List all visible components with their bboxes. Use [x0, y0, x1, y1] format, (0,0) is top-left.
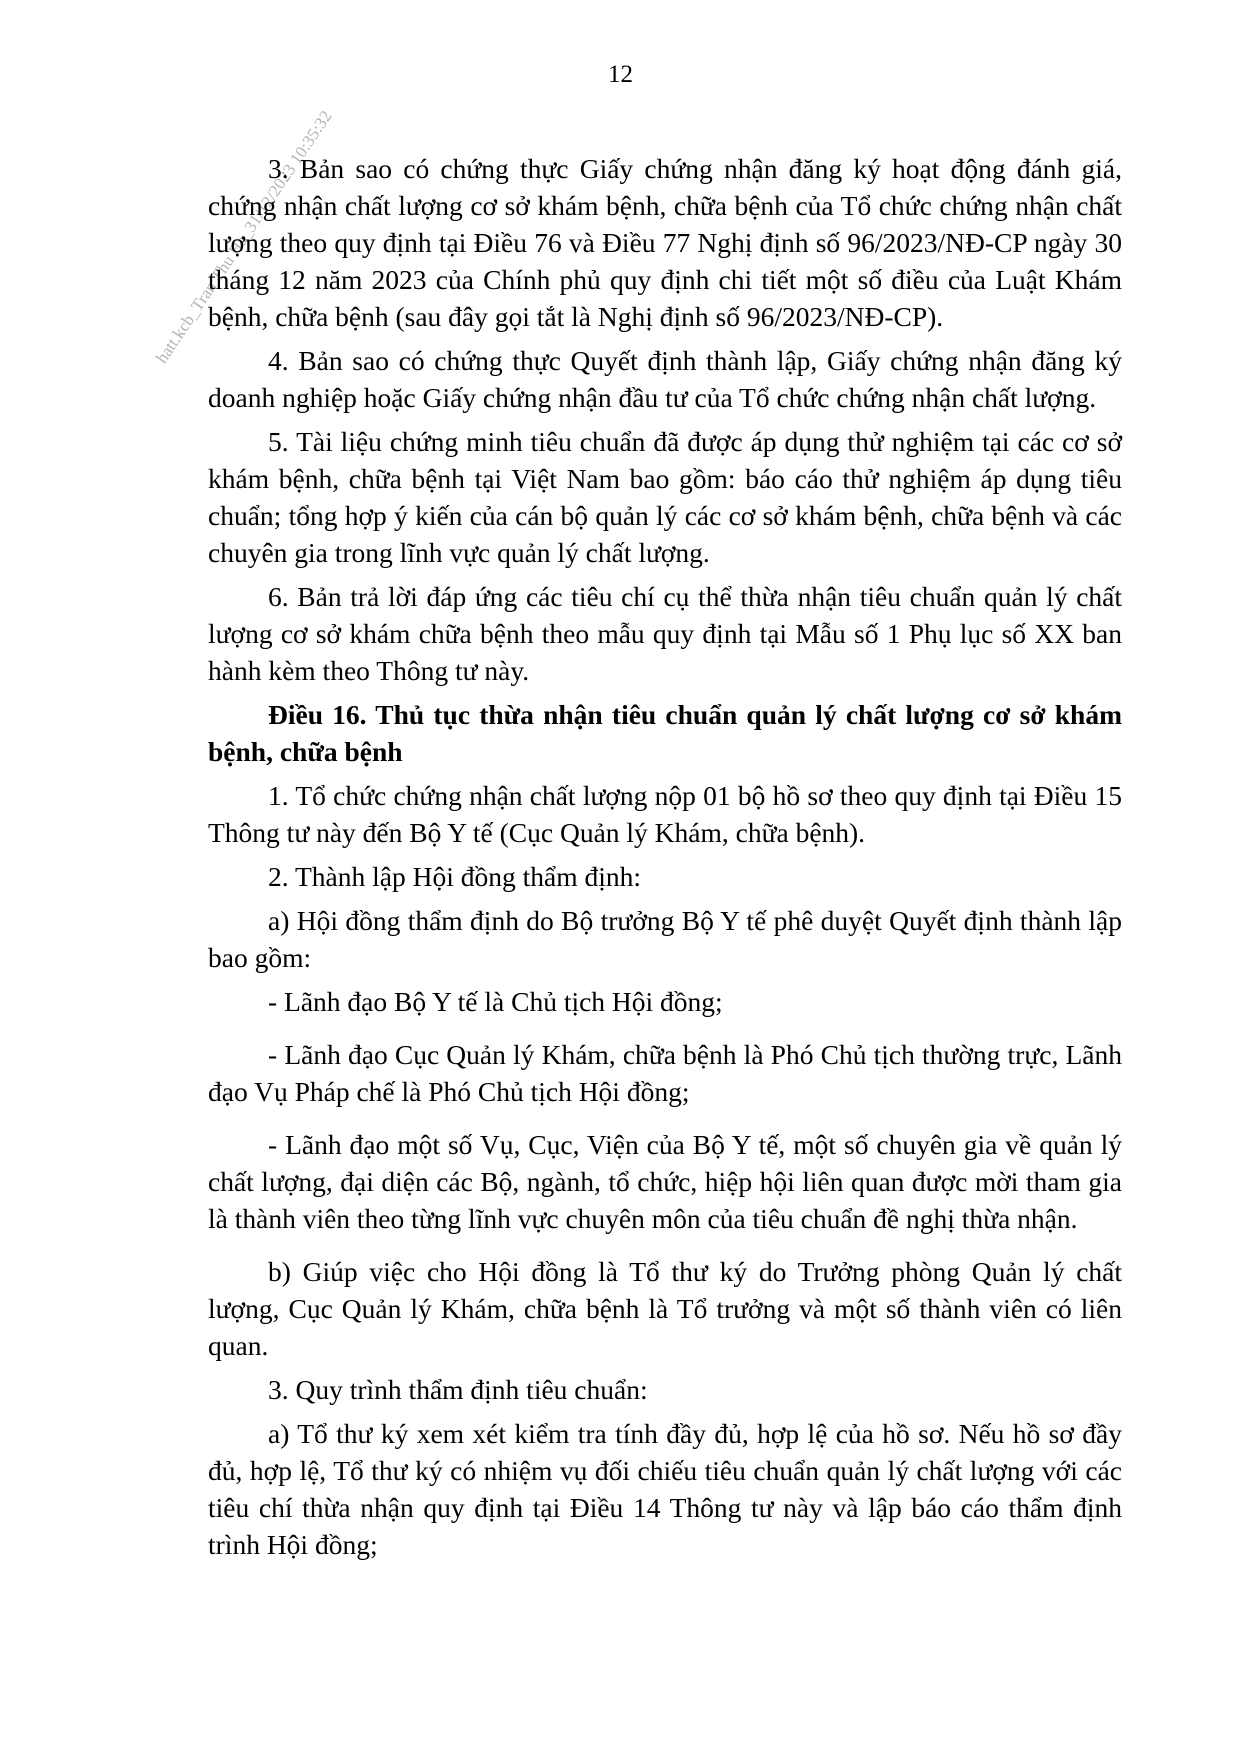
clause-3-point-a: a) Tổ thư ký xem xét kiểm tra tính đầy đủ, hợp lệ của hồ sơ. Nếu hồ sơ đầy đủ, hợp lệ, Tổ thư ký có nhiệm vụ đối chiếu tiêu chuẩn quản lý chất lượng với các tiêu chí thừa nhận quy định tại Điều 14 Thông tư này và lập báo cáo thẩm định trình Hội đồng;	[208, 1418, 1122, 1560]
council-chair-item: - Lãnh đạo Bộ Y tế là Chủ tịch Hội đồng;	[268, 986, 723, 1017]
document-body	[208, 150, 1122, 1570]
clause-5-pilot-application-documents: 5. Tài liệu chứng minh tiêu chuẩn đã được áp dụng thử nghiệm tại các cơ sở khám bệnh, chữa bệnh tại Việt Nam bao gồm: báo cáo thử nghiệm áp dụng tiêu chuẩn; tổng hợp ý kiến của cán bộ quản lý các cơ sở khám bệnh, chữa bệnh và các chuyên gia trong lĩnh vực quản lý chất lượng.	[208, 426, 1122, 568]
watermark: hatt.kcb_Tran Thu Ha_31/12/2023 10:35:32	[152, 107, 336, 367]
article-16-clause-1: 1. Tổ chức chứng nhận chất lượng nộp 01 bộ hồ sơ theo quy định tại Điều 15 Thông tư này đến Bộ Y tế (Cục Quản lý Khám, chữa bệnh).	[208, 780, 1122, 848]
clause-6-criteria-response: 6. Bản trả lời đáp ứng các tiêu chí cụ thể thừa nhận tiêu chuẩn quản lý chất lượng cơ sở khám chữa bệnh theo mẫu quy định tại Mẫu số 1 Phụ lục số XX ban hành kèm theo Thông tư này.	[208, 581, 1122, 686]
council-members-item: - Lãnh đạo một số Vụ, Cục, Viện của Bộ Y tế, một số chuyên gia về quản lý chất lượng, đại diện các Bộ, ngành, tổ chức, hiệp hội liên quan được mời tham gia là thành viên theo từng lĩnh vực chuyên môn của tiêu chuẩn đề nghị thừa nhận.	[208, 1129, 1122, 1234]
article-16-heading: Điều 16. Thủ tục thừa nhận tiêu chuẩn quản lý chất lượng cơ sở khám bệnh, chữa bệnh	[208, 699, 1122, 767]
article-16-clause-3: 3. Quy trình thẩm định tiêu chuẩn:	[268, 1374, 648, 1405]
clause-2-point-a: a) Hội đồng thẩm định do Bộ trưởng Bộ Y tế phê duyệt Quyết định thành lập bao gồm:	[208, 905, 1122, 973]
article-16-clause-2: 2. Thành lập Hội đồng thẩm định:	[268, 861, 641, 892]
clause-3-certified-registration-copy: 3. Bản sao có chứng thực Giấy chứng nhận đăng ký hoạt động đánh giá, chứng nhận chất lượng cơ sở khám bệnh, chữa bệnh của Tổ chức chứng nhận chất lượng theo quy định tại Điều 76 và Điều 77 Nghị định số 96/2023/NĐ-CP ngày 30 tháng 12 năm 2023 của Chính phủ quy định chi tiết một số điều của Luật Khám bệnh, chữa bệnh (sau đây gọi tắt là Nghị định số 96/2023/NĐ-CP).	[208, 153, 1122, 332]
council-vice-chair-item: - Lãnh đạo Cục Quản lý Khám, chữa bệnh là Phó Chủ tịch thường trực, Lãnh đạo Vụ Pháp chế là Phó Chủ tịch Hội đồng;	[208, 1039, 1122, 1107]
clause-2-point-b: b) Giúp việc cho Hội đồng là Tổ thư ký do Trưởng phòng Quản lý chất lượng, Cục Quản lý Khám, chữa bệnh là Tổ trưởng và một số thành viên có liên quan.	[208, 1256, 1122, 1361]
page-number: 12	[608, 61, 633, 88]
clause-4-establishment-decision-copy: 4. Bản sao có chứng thực Quyết định thành lập, Giấy chứng nhận đăng ký doanh nghiệp hoặc Giấy chứng nhận đầu tư của Tổ chức chứng nhận chất lượng.	[208, 345, 1122, 413]
